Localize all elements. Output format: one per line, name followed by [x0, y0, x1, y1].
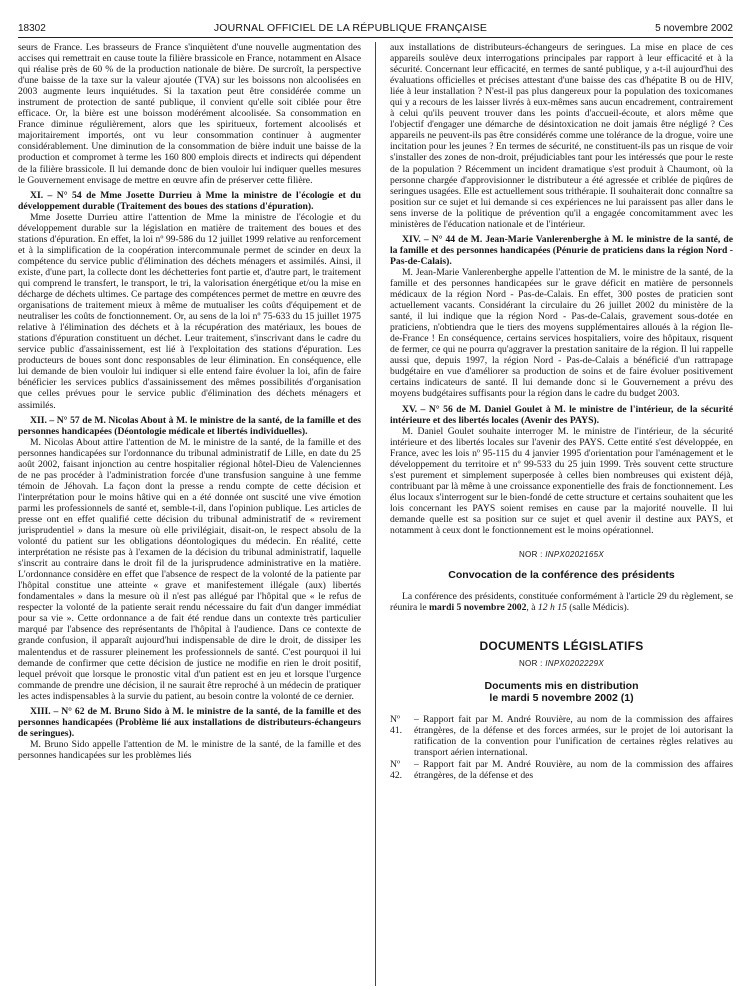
left-column	[18, 42, 361, 986]
column-divider	[375, 42, 376, 986]
right-column	[390, 42, 733, 986]
document-item	[390, 714, 733, 758]
nor-code: INPX0202229X	[545, 659, 604, 669]
journal-title: JOURNAL OFFICIEL DE LA RÉPUBLIQUE FRANÇAISE	[213, 22, 488, 34]
convocation-text-c: (salle Médicis).	[566, 602, 630, 614]
convocation-title: Convocation de la conférence des présidents	[448, 569, 675, 582]
document-item	[390, 759, 733, 781]
two-column-body	[18, 42, 733, 986]
question-xv-heading: XV. – N° 56 de M. Daniel Goulet à M. le ministre de l'intérieur, de la sécurité intérieure et des libertés locales (Avenir des PAYS).	[390, 403, 733, 426]
question-xii-body: M. Nicolas About attire l'attention de M. le ministre de la santé, de la famille et des personnes handicapées sur l'ordonnance du tribunal administratif de Lille, en date du 25 août 2002, faisant injonction au centre hospitalier régional hôtel-Dieu de Valenciennes de ne pas procéder à l'administration forcée d'une transfusion sanguine à une femme témoin de Jéhovah. La façon dont la presse a rendu compte de cette décision et l'interprétation pour le moins hâtive qui en a été donnée ont suscité une vive émotion parmi les professionnels de santé et, semble-t-il, dans l'opinion publique. Les articles de presse ont en effet qualifié cette décision du tribunal administratif de « revirement jurisprudentiel » dans la mesure où elle privilégiait, disait-on, le respect absolu de la volonté du patient sur les obligations déontologiques du médecin. En réalité, cette interprétation ne résiste pas à l'examen de la décision du tribunal administratif, laquelle s'inscrit au contraire dans le droit fil de la jurisprudence administrative en la matière. L'ordonnance considère en effet que l'absence de respect de la volonté de la patiente par l'hôpital constitue une atteinte « grave et manifestement illégale (aux) libertés fondamentales » dans la mesure où il n'est pas allégué par l'hôpital que « le refus de respecter la volonté de la patiente serait rendu nécessaire du fait d'un danger immédiat pour sa vie ». Cette ordonnance a de fait été rendue dans un contexte très particulier marqué par l'absence des représentants de l'hôpital à l'audience. Dans ce contexte de grande confusion, il apparaît aujourd'hui indispensable de dire le droit, de dissiper les malentendus et de rassurer pleinement les professionnels de santé. C'est pourquoi il lui demande de confirmer que cette décision de justice ne modifie en rien le droit positif, lequel prévoit que lorsque le pronostic vital d'un patient est en jeu et lorsque l'urgence commande de prendre une décision, il ne saurait être reproché à un médecin de pratiquer les actes indispensables à la survie du patient, au besoin contre la volonté de ce dernier.	[18, 436, 361, 702]
convocation-text	[390, 591, 733, 613]
documents-distribution-title	[390, 680, 733, 704]
convocation-text-a: La conférence des présidents, constituée conformément à l'article 29 du règlement, se réunira le	[390, 591, 733, 614]
question-xii-heading: XII. – N° 57 de M. Nicolas About à M. le ministre de la santé, de la famille et des personnes handicapées (Déontologie médicale et libertés individuelles).	[18, 414, 361, 437]
intro-paragraph: seurs de France. Les brasseurs de France s'inquiètent d'une nouvelle augmentation des accises qui remettrait en cause toute la filière brassicole en France, notamment en Alsace qui réalise près de 60 % de la production nationale de bière. De surcroît, la perspective d'une baisse de la taxe sur la valeur ajoutée (TVA) sur les boissons non alcoolisées en 2003 augmente leurs inquiétudes. Si la taxation peut être considérée comme un instrument de protection de santé publique, il convient qu'elle soit ciblée pour être efficace. Or, la bière est une boisson modérément alcoolisée. Sa consommation en France diminue régulièrement, alors que les spiritueux, fortement alcoolisés et majoritairement importés, ont vu leur consommation continuer à augmenter considérablement. Une diminution de la consommation de bière induit une baisse de la production et compromet à terme les 160 800 emplois directs et indirects qui dépendent de la filière brassicole. Il lui demande donc de bien vouloir lui indiquer quelles mesures le Gouvernement envisage de mettre en œuvre afin de préserver cette filière.	[18, 42, 361, 186]
question-xiii-continued: aux installations de distributeurs-échangeurs de seringues. La mise en place de ces appareils soulève deux interrogations principales par rapport à leur efficacité et à la sécurité. Concernant leur efficacité, en termes de santé publique, y a-t-il aujourd'hui des évaluations officielles et précises attestant d'une baisse des cas d'hépatite B ou de HIV, liée à leur installation ? N'est-il pas plus dangereux pour la population des toxicomanes qui y a recours de les laisser livrés à eux-mêmes sans aucun encadrement, contrairement à celui qu'ils peuvent trouver dans les points d'accueil-écoute, et alors même que l'objectif d'engager une démarche de désintoxication ne doit jamais être négligé ? Ces appareils ne peuvent-ils pas être considérés comme une tolérance de la drogue, voire une incitation pour les jeunes ? En termes de sécurité, ne constituent-ils pas un risque de voir s'installer des zones de non-droit, préjudiciables tant pour les intéressés que pour le reste de la population ? Récemment un incident dramatique s'est produit à Chaumont, où la personne chargée d'approvisionner le distributeur a été agressée et criblée de piqûres de seringues usagées. Elle est actuellement sous trithérapie. Il souhaiterait donc connaître sa position sur ce sujet et lui demande si ces expériences ne lui paraissent pas aller dans le sens inverse de la politique de prévention qu'il a engagée concomitamment avec les ministères de l'éducation nationale et de l'intérieur.	[390, 42, 733, 230]
question-xv-body: M. Daniel Goulet souhaite interroger M. le ministre de l'intérieur, de la sécurité intérieure et des libertés locales sur l'avenir des PAYS. Cette entité s'est développée, en France, avec les lois nº 95-115 du 4 janvier 1995 d'orientation pour l'aménagement et le développement du territoire et nº 99-533 du 25 juin 1999. Très souvent cette structure s'est purement et simplement superposée à celles bien nombreuses qui existent déjà, contribuant par là même à une croissance exponentielle des frais de fonctionnement. Les élus locaux s'interrogent sur le bien-fondé de cette structure et certains souhaitent que les lois concernant les PAYS soient remises en cause par la majorité nouvelle. Il lui demande quelle est sa position sur ce sujet et quel avenir il destine aux PAYS, et notamment à ceux dont le fonctionnement est le moins opérationnel.	[390, 425, 733, 537]
nor-label: NOR :	[518, 659, 546, 669]
question-xiv-heading: XIV. – N° 44 de M. Jean-Marie Vanlerenberghe à M. le ministre de la santé, de la famille et des personnes handicapées (Pénurie de praticiens dans la région Nord - Pas-de-Calais).	[390, 233, 733, 267]
nor-reference-1	[390, 550, 733, 559]
document-item-number: Nº 42.	[390, 759, 403, 782]
page-number: 18302	[18, 23, 46, 34]
convocation-time: 12 h 15	[537, 602, 567, 614]
document-item-number: Nº 41.	[390, 714, 403, 737]
documents-title-line-2: le mardi 5 novembre 2002 (1)	[489, 692, 634, 705]
document-item-text: – Rapport fait par M. André Rouvière, au nom de la commission des affaires étrangères, de la défense et des forces armées, sur le projet de loi autorisant la ratification de la convention pour l'unification de certaines règles relatives au transport aérien international.	[414, 714, 733, 759]
convocation-date: mardi 5 novembre 2002	[429, 602, 527, 614]
question-xi-heading: XI. – N° 54 de Mme Josette Durrieu à Mme la ministre de l'écologie et du développement durable (Traitement des boues des stations d'épuration).	[18, 189, 361, 212]
nor-reference-2	[390, 659, 733, 668]
question-xiv-body: M. Jean-Marie Vanlerenberghe appelle l'attention de M. le ministre de la santé, de la famille et des personnes handicapées sur le grave déficit en matière de personnels médicaux de la région Nord - Pas-de-Calais. En effet, 300 postes de praticien sont actuellement vacants. Considérant la circulaire du 26 juillet 2002 du ministère de la santé, il lui indique que la région Nord - Pas-de-Calais, gravement sous-dotée en praticiens, n'obtiendra que le tiers des moyens supplémentaires alloués à la région Ile-de-France ! En conséquence, certains services hospitaliers, voire des hôpitaux, risquent de fermer, ce qui ne pourra qu'aggraver la prestation sanitaire de la région. Il lui rappelle aussi que, depuis 1997, la région Nord - Pas-de-Calais a bénéficié d'un rattrapage budgétaire en vue d'améliorer sa production de soins et de faire évoluer positivement certains indicateurs de santé. Il lui demande donc si le Gouvernement a prévu des moyens budgétaires suffisants pour la région dans le cadre du budget 2003.	[390, 266, 733, 400]
convocation-section	[390, 591, 733, 613]
question-xiii-heading: XIII. – N° 62 de M. Bruno Sido à M. le ministre de la santé, de la famille et des personnes handicapées (Problème lié aux installations de distributeurs-échangeurs de seringues).	[18, 705, 361, 739]
nor-label: NOR :	[518, 550, 546, 560]
nor-code: INPX0202165X	[545, 550, 604, 560]
documents-title-line-1: Documents mis en distribution	[484, 680, 639, 693]
issue-date: 5 novembre 2002	[655, 23, 733, 34]
convocation-text-b: , à	[526, 602, 538, 614]
documents-legislatifs-heading: DOCUMENTS LÉGISLATIFS	[479, 639, 644, 654]
question-xiii-body: M. Bruno Sido appelle l'attention de M. le ministre de la santé, de la famille et des personnes handicapées sur les problèmes liés	[18, 738, 361, 761]
document-item-text: – Rapport fait par M. André Rouvière, au nom de la commission des affaires étrangères, de la défense et des	[414, 759, 733, 782]
question-xi-body: Mme Josette Durrieu attire l'attention de Mme la ministre de l'écologie et du développement durable sur la législation en matière de traitement des boues et des stations d'épuration. En effet, la loi nº 99-586 du 12 juillet 1999 relative au renforcement et à la simplification de la coopération intercommunale permet de scinder en deux la compétence du service public d'élimination des déchets ménagers et assimilés. Ainsi, il existe, d'une part, la collecte dont les déchetteries font partie et, d'autre part, le traitement qui comprend le transfert, le transport, le tri, la valorisation énergétique et/ou la mise en décharge de déchets ultimes. Ce partage des compétences permet de mettre en œuvre des organisations de traitement mieux à même de mutualiser les coûts d'équipement et de neutraliser les coûts de fonctionnement. Or, au sens de la loi nº 75-633 du 15 juillet 1975 relative à l'élimination des déchets et à la récupération des matériaux, les boues de stations d'épuration constituent un déchet. Leur traitement, s'inscrivant dans le cadre du service public d'assainissement, est lié à l'exploitation des stations d'épuration. Les producteurs de boues sont donc responsables de leur élimination. En conséquence, elle lui demande de bien vouloir lui indiquer si elle entend faire évoluer la loi, afin de faire bénéficier les services publics d'assainissement des mêmes possibilités d'organisation que celles prévues pour le service public d'élimination des déchets ménagers et assimilés.	[18, 211, 361, 411]
running-header	[18, 16, 733, 38]
